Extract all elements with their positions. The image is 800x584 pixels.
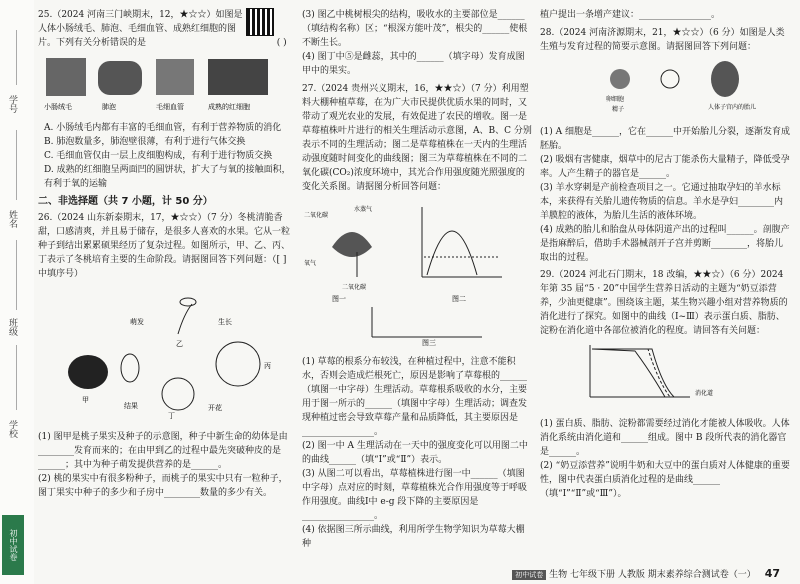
subq-1: (1) 图甲是桃子果实及种子的示意图，种子中新生命的幼体是由________发育而来的；在由甲到乙的过程中最先突破种皮的是______；其中为种子萌发提供营养的是______。 xyxy=(38,432,288,470)
footer-tag: 人教版 xyxy=(617,570,645,580)
question-stem: 26.（2024 山东新泰期末，17，★☆☆）（7 分）冬桃清脆香甜，口感清爽，并且易于储存，是很多人喜欢的水果。它从一粒种子到结出累累硕果经历了复杂过程。如图所示，甲、乙、丙、丁表示了冬桃培育主要的生命阶段。请据图回答下列问题：（[ ]中填序号） xyxy=(38,213,291,279)
question-27 xyxy=(302,82,532,551)
subq-1: (1) 蛋白质、脂肪、淀粉都需要经过消化才能被人体吸收。人体消化系统由消化道和______组成。图中 B 段所代表的消化器官是______。 xyxy=(540,419,790,457)
student-id-label: 学号 xyxy=(7,95,17,113)
fig-label: 精子 xyxy=(612,106,625,113)
stage-label: 丁 xyxy=(168,412,175,420)
footer-tag: 七年级下册 xyxy=(570,570,616,580)
fig-label: 水蒸气 xyxy=(354,206,373,213)
fig-label: 小肠绒毛 xyxy=(44,103,72,111)
fig-label: 肺泡 xyxy=(102,103,116,111)
strawberry-figures xyxy=(302,197,532,347)
subq-2: (2) 吸烟有害健康，烟草中的尼古丁能杀伤大量精子，降低受孕率。人产生精子的器官是______。 xyxy=(540,155,790,179)
question-stem: 25.（2024 河南三门峡期末，12，★☆☆）如图是人体小肠绒毛、肺泡、毛细血管、成熟红细胞的图片。下列有关分析错误的是 xyxy=(38,10,243,48)
option-a: A. 小肠绒毛内都有丰富的毛细血管，有利于营养物质的消化 xyxy=(44,123,282,133)
digestion-chart xyxy=(540,341,780,409)
column-left xyxy=(38,8,293,503)
fig-label: 氧气 xyxy=(304,260,317,267)
stage-label: 生长 xyxy=(218,318,232,326)
subq-3: (3) 从图二可以看出，草莓植株进行图一中______（填图中字母）点对应的时刻，草莓植株光合作用强度等于呼吸作用强度。曲线Ⅰ中 e-g 段下降的主要原因是________________。 xyxy=(302,469,528,521)
stage-label: 开花 xyxy=(208,404,222,412)
blank-line xyxy=(16,130,17,200)
subq-2: (2) 桃的果实中有很多粉种子，而桃子的果实中只有一粒种子，图丁果实中种子的多少和子房中________数量的多少有关。 xyxy=(38,474,288,498)
subq-2: (2) 图一中 A 生理活动在一天中的强度变化可以用图二中的曲线______（填“Ⅰ”或“Ⅱ”）表示。 xyxy=(302,441,528,465)
fig-label: 人体子宫内的胎儿 xyxy=(708,104,757,111)
stage-label: 甲 xyxy=(82,396,89,404)
q25-figure xyxy=(38,53,288,113)
subq-4: (4) 成熟的胎儿和胎盘从母体阴道产出的过程叫______。剖腹产是指麻醉后，借助手术器械剖开子宫并剪断________，将胎儿取出的过程。 xyxy=(540,225,790,263)
option-c: C. 毛细血管仅由一层上皮细胞构成，有利于进行物质交换 xyxy=(44,151,273,161)
question-26 xyxy=(38,211,293,500)
stage-label: 丙 xyxy=(264,362,271,370)
school-label: 学校 xyxy=(7,420,17,438)
question-stem: 29.（2024 河北石门期末，18 改编，★★☆）（6 分）2024 年第 35 届“5 · 20”中国学生营养日活动的主题为“奶豆添营养，少油更健康”。围绕该主题，某生物兴趣小组对营养物质的消化进行了探究。如图中的曲线（Ⅰ~Ⅲ）表示蛋白质、脂肪、淀粉在消化道中各部位被消化的程度。请回答有关问题： xyxy=(540,270,788,336)
class-label: 班级 xyxy=(7,318,17,336)
question-29 xyxy=(540,268,790,501)
question-28 xyxy=(540,26,790,265)
fig-label: 二氧化碳 xyxy=(342,284,367,291)
section-heading: 二、非选择题（共 7 小题，计 50 分） xyxy=(38,196,213,207)
subq-4-cont: 植户提出一条增产建议：________________。 xyxy=(540,10,721,20)
footer-tag: 生物 xyxy=(549,570,568,580)
subq-1: (1) 草莓的根系分布较浅，在种植过程中，注意不能积水，否则会造成烂根死亡，原因是影响了草莓根的______（填图一中字母）生理活动。草莓根系吸收的水分，主要用于图一所示的______（填图中字母）生理活动；调查发现种植过密会导致草莓产量和品质降低，其主要原因是________________。 xyxy=(302,357,528,437)
stage-label: 萌发 xyxy=(130,318,144,326)
question-25 xyxy=(38,8,293,191)
footer-tag: 初中试卷 xyxy=(512,570,546,580)
blank-line xyxy=(16,30,17,85)
subq-4: (4) 依据图三所示曲线，利用所学生物学知识为草莓大棚种 xyxy=(302,525,525,549)
option-d: D. 成熟的红细胞呈两面凹的圆饼状，扩大了与氧的接触面积，有利于氧的运输 xyxy=(44,165,291,189)
peach-lifecycle-figure xyxy=(38,284,288,422)
blank-line xyxy=(16,345,17,410)
column-right xyxy=(540,8,790,504)
subq-2: (2) “奶豆添营养”说明牛奶和大豆中的蛋白质对人体健康的重要性，图中代表蛋白质消化过程的是曲线______（填“Ⅰ”“Ⅱ”或“Ⅲ”）。 xyxy=(540,461,790,499)
fig-label: 成熟的红细胞 xyxy=(208,103,250,111)
subq-4: (4) 图丁中⑤是雌蕊，其中的______（填字母）发育成图甲中的果实。 xyxy=(302,52,525,76)
page-number: 47 xyxy=(764,567,780,580)
option-b: B. 肺泡数量多，肺泡壁很薄，有利于进行气体交换 xyxy=(44,137,246,147)
fig-label: 卵细胞 xyxy=(606,96,625,103)
figure-caption: 图一 xyxy=(332,295,346,303)
question-stem: 27.（2024 贵州兴义期末，16，★★☆）（7 分）利用塑料大棚种植草莓，在为广大市民提供优质水果的同时，又带动了观光农业的发展，有效促进了农民的增收。图一是草莓植株叶片进行的相关生理活动示意图，A、B、C 分别表示不同的生理活动；图二是草莓植株在一天内的生理活动强度随时间变化的曲线图；图三为草莓植株在不同的二氧化碳(CO₂)浓度环境中，其光合作用强度随光照强度的变化关系图。请据图分析回答问题： xyxy=(302,84,532,192)
stage-label: 乙 xyxy=(176,340,183,348)
subq-1: (1) A 细胞是______，它在______中开始胎儿分裂，逐渐发育成胚胎。 xyxy=(540,127,790,151)
subq-3: (3) 图乙中桃树根尖的结构，吸收水的主要部位是______（填结构名称）区；“根深方能叶茂”，根尖的______使根不断生长。 xyxy=(302,10,528,48)
answer-paren: ( ) xyxy=(276,38,287,48)
footer-title: 期末素养综合测试卷（一） xyxy=(647,570,756,580)
fig-label: 毛细血管 xyxy=(156,103,184,111)
page-footer xyxy=(512,567,780,580)
blank-line xyxy=(16,240,17,310)
subq-3: (3) 羊水穿刺是产前检查项目之一。它通过抽取孕妇的羊水标本，来获得有关胎儿遗传物质的信息。羊水是孕妇________内羊膜腔的液体，为胎儿生活的液体环境。 xyxy=(540,183,784,221)
question-stem: 28.（2024 河南济源期末，21，★☆☆）（6 分）如图是人类生殖与发育过程的简要示意图。请据图回答下列问题： xyxy=(540,28,785,52)
binding-gutter xyxy=(0,0,34,584)
fig-label: 二氧化碳 xyxy=(304,212,329,219)
column-middle xyxy=(302,8,532,554)
reproduction-figure xyxy=(540,57,780,117)
figure-caption: 图三 xyxy=(422,339,436,347)
figure-caption: 图二 xyxy=(452,295,466,303)
qr-code-icon xyxy=(246,8,274,36)
name-label: 姓名 xyxy=(7,210,17,228)
exam-badge: 初中试卷 xyxy=(2,515,24,575)
stage-label: 结果 xyxy=(124,402,138,410)
axis-label: 消化道 xyxy=(695,390,714,397)
